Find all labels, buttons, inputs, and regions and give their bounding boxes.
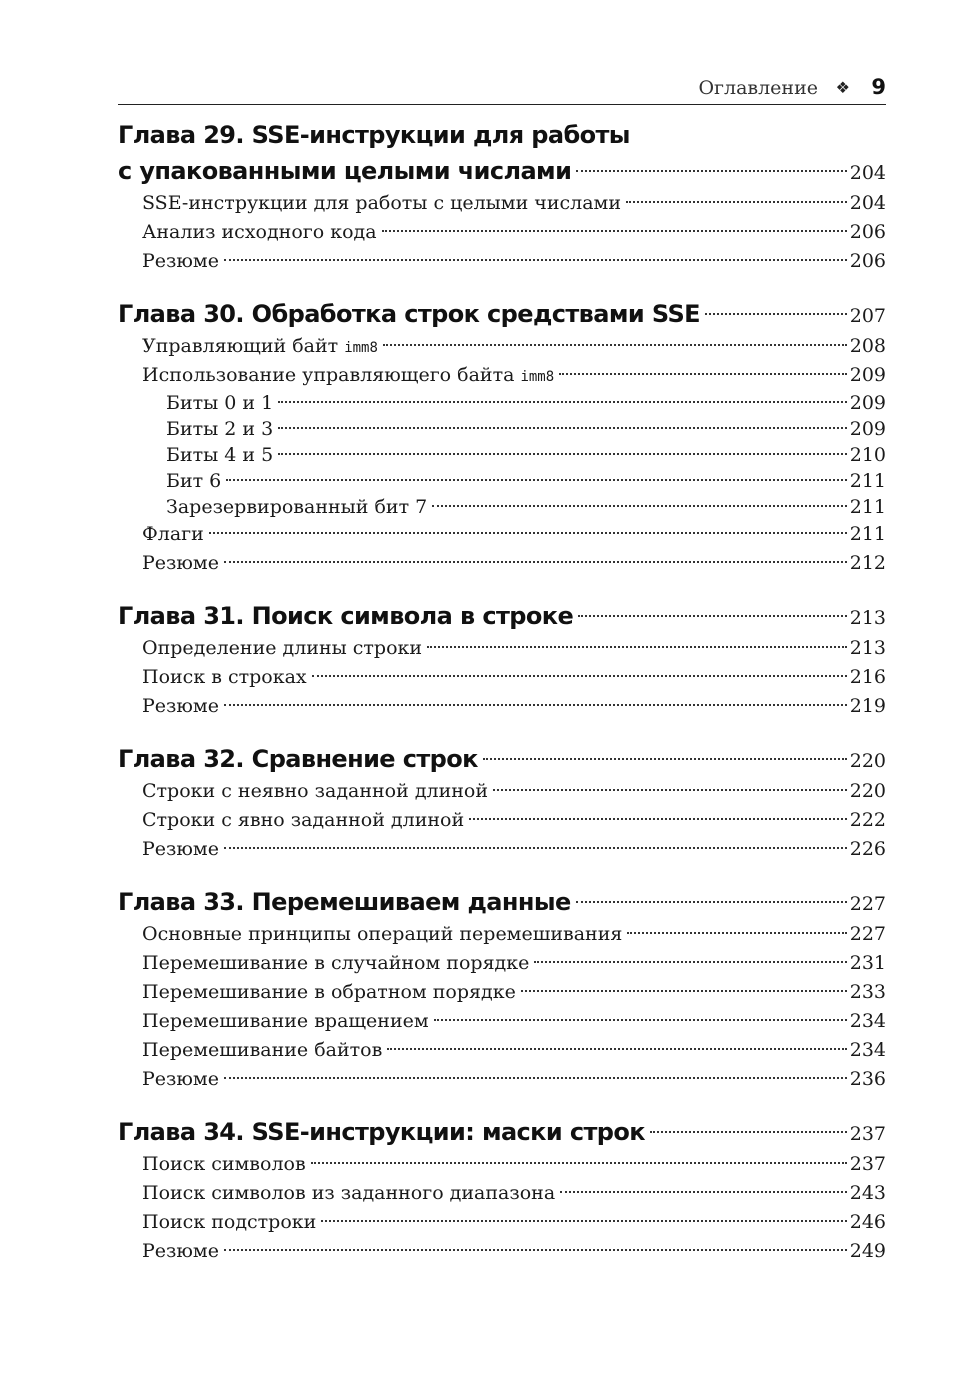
section-page-number: 220 (849, 780, 886, 802)
toc-subsection-entry[interactable] (118, 390, 886, 416)
toc-section-entry[interactable] (118, 835, 886, 864)
leader-dots (627, 932, 846, 934)
chapter-title[interactable]: Глава 34. SSE-инструкции: маски строк (118, 1118, 645, 1146)
toc-subsection-entry[interactable] (118, 442, 886, 468)
section-title[interactable]: Определение длины строки (142, 637, 423, 659)
section-title[interactable]: Перемешивание байтов (142, 1039, 383, 1061)
toc-section-entry[interactable] (118, 949, 886, 978)
section-title[interactable]: Резюме (142, 695, 219, 717)
leader-dots (705, 313, 847, 315)
code-term: imm8 (344, 340, 378, 356)
section-title[interactable]: Резюме (142, 250, 219, 272)
ornament-icon: ❖ (835, 78, 850, 97)
page-number: 9 (871, 75, 886, 99)
chapter-entry[interactable] (118, 884, 886, 920)
chapter-title[interactable]: Глава 30. Обработка строк средствами SSE (118, 300, 700, 328)
chapter-entry[interactable] (118, 153, 886, 189)
section-page-number: 246 (849, 1211, 886, 1233)
leader-dots (469, 818, 847, 820)
leader-dots (383, 344, 847, 346)
section-page-number: 234 (849, 1039, 886, 1061)
chapter-page-number: 220 (849, 750, 886, 772)
leader-dots (493, 789, 847, 791)
chapter-page-number: 227 (849, 893, 886, 915)
toc-section-entry[interactable] (118, 1007, 886, 1036)
chapter-entry[interactable] (118, 1114, 886, 1150)
section-page-number: 209 (849, 418, 886, 440)
section-title[interactable]: Перемешивание в случайном порядке (142, 952, 530, 974)
leader-dots (559, 373, 847, 375)
section-title[interactable]: Перемешивание в обратном порядке (142, 981, 516, 1003)
leader-dots (224, 847, 847, 849)
toc-section-entry[interactable] (118, 549, 886, 578)
leader-dots (434, 1019, 847, 1021)
toc-section-entry[interactable] (118, 1150, 886, 1179)
section-page-number: 249 (849, 1240, 886, 1262)
section-page-number: 233 (849, 981, 886, 1003)
toc-subsection-entry[interactable] (118, 468, 886, 494)
toc-section-entry[interactable] (118, 806, 886, 835)
chapter-page-number: 204 (849, 162, 886, 184)
section-page-number: 216 (849, 666, 886, 688)
section-page-number: 206 (849, 250, 886, 272)
leader-dots (576, 170, 846, 172)
leader-dots (626, 201, 847, 203)
toc-section-entry[interactable] (118, 692, 886, 721)
leader-dots (560, 1191, 847, 1193)
toc-section-entry[interactable] (118, 663, 886, 692)
section-title[interactable]: Резюме (142, 1068, 219, 1090)
chapter-title[interactable]: Глава 31. Поиск символа в строке (118, 602, 574, 630)
table-of-contents (118, 118, 886, 1286)
toc-chapter (118, 598, 886, 721)
leader-dots (321, 1220, 846, 1222)
chapter-entry[interactable] (118, 598, 886, 634)
toc-chapter (118, 296, 886, 578)
chapter-title[interactable]: с упакованными целыми числами (118, 157, 572, 185)
running-header (118, 73, 886, 105)
leader-dots (224, 1077, 847, 1079)
leader-dots (278, 427, 847, 429)
chapter-title-line1[interactable]: Глава 29. SSE-инструкции для работы (118, 121, 630, 149)
toc-section-entry[interactable] (118, 361, 886, 390)
section-title[interactable]: Зарезервированный бит 7 (166, 496, 428, 518)
chapter-page-number: 237 (849, 1123, 886, 1145)
toc-chapter (118, 118, 886, 276)
toc-section-entry[interactable] (118, 1036, 886, 1065)
leader-dots (311, 1162, 847, 1164)
toc-section-entry[interactable] (118, 1208, 886, 1237)
leader-dots (483, 758, 847, 760)
leader-dots (224, 259, 847, 261)
section-page-number: 206 (849, 221, 886, 243)
section-page-number: 211 (849, 470, 886, 492)
toc-section-entry[interactable] (118, 332, 886, 361)
toc-section-entry[interactable] (118, 777, 886, 806)
section-page-number: 219 (849, 695, 886, 717)
leader-dots (224, 1249, 847, 1251)
toc-section-entry[interactable] (118, 634, 886, 663)
section-title[interactable]: Строки с явно заданной длиной (142, 809, 465, 831)
leader-dots (224, 704, 847, 706)
section-title[interactable]: Флаги (142, 523, 204, 545)
section-title[interactable]: SSE-инструкции для работы с целыми числами (142, 192, 621, 214)
section-page-number: 208 (849, 335, 886, 357)
section-title[interactable]: Поиск символов (142, 1153, 306, 1175)
section-page-number: 237 (849, 1153, 886, 1175)
section-page-number: 210 (849, 444, 886, 466)
leader-dots (432, 505, 847, 507)
section-page-number: 231 (849, 952, 886, 974)
toc-subsection-entry[interactable] (118, 494, 886, 520)
section-title[interactable]: Поиск в строках (142, 666, 307, 688)
section-page-number: 209 (849, 392, 886, 414)
section-page-number: 243 (849, 1182, 886, 1204)
section-page-number: 234 (849, 1010, 886, 1032)
leader-dots (278, 401, 847, 403)
leader-dots (224, 561, 847, 563)
section-title[interactable]: Управляющий байт imm8 (142, 335, 378, 357)
section-title[interactable]: Резюме (142, 1240, 219, 1262)
toc-chapter (118, 884, 886, 1094)
leader-dots (521, 990, 847, 992)
toc-chapter (118, 1114, 886, 1266)
chapter-page-number: 213 (849, 607, 886, 629)
section-page-number: 204 (849, 192, 886, 214)
toc-section-entry[interactable] (118, 247, 886, 276)
leader-dots (650, 1131, 847, 1133)
leader-dots (382, 230, 847, 232)
toc-chapter (118, 741, 886, 864)
section-title[interactable]: Резюме (142, 838, 219, 860)
toc-section-entry[interactable] (118, 520, 886, 549)
leader-dots (576, 901, 847, 903)
toc-section-entry[interactable] (118, 1237, 886, 1266)
leader-dots (312, 675, 847, 677)
chapter-page-number: 207 (849, 305, 886, 327)
toc-section-entry[interactable] (118, 189, 886, 218)
chapter-title[interactable]: Глава 32. Сравнение строк (118, 745, 478, 773)
section-title[interactable]: Поиск подстроки (142, 1211, 317, 1233)
leader-dots (534, 961, 846, 963)
section-title[interactable]: Резюме (142, 552, 219, 574)
section-page-number: 209 (849, 364, 886, 386)
toc-section-entry[interactable] (118, 920, 886, 949)
toc-subsection-entry[interactable] (118, 416, 886, 442)
toc-section-entry[interactable] (118, 1065, 886, 1094)
leader-dots (427, 646, 847, 648)
section-title[interactable]: Основные принципы операций перемешивания (142, 923, 623, 945)
section-title[interactable]: Биты 0 и 1 (166, 392, 274, 414)
section-title[interactable]: Перемешивание вращением (142, 1010, 429, 1032)
section-title[interactable]: Использование управляющего байта imm8 (142, 364, 555, 386)
section-page-number: 226 (849, 838, 886, 860)
code-term: imm8 (520, 369, 555, 385)
leader-dots (226, 479, 846, 481)
chapter-entry[interactable] (118, 296, 886, 332)
leader-dots (578, 615, 847, 617)
section-title[interactable]: Биты 2 и 3 (166, 418, 274, 440)
section-page-number: 212 (849, 552, 886, 574)
leader-dots (209, 532, 847, 534)
toc-section-entry[interactable] (118, 1179, 886, 1208)
leader-dots (387, 1048, 846, 1050)
section-title[interactable]: Биты 4 и 5 (166, 444, 274, 466)
chapter-entry[interactable] (118, 741, 886, 777)
section-page-number: 227 (849, 923, 886, 945)
header-section-title: Оглавление (698, 77, 818, 99)
section-page-number: 213 (849, 637, 886, 659)
toc-section-entry[interactable] (118, 218, 886, 247)
section-title[interactable]: Строки с неявно заданной длиной (142, 780, 489, 802)
section-title[interactable]: Анализ исходного кода (142, 221, 377, 243)
section-title[interactable]: Бит 6 (166, 470, 222, 492)
section-page-number: 222 (849, 809, 886, 831)
section-page-number: 211 (849, 523, 886, 545)
toc-section-entry[interactable] (118, 978, 886, 1007)
section-title[interactable]: Поиск символов из заданного диапазона (142, 1182, 556, 1204)
section-page-number: 211 (849, 496, 886, 518)
section-page-number: 236 (849, 1068, 886, 1090)
leader-dots (278, 453, 847, 455)
chapter-title[interactable]: Глава 33. Перемешиваем данные (118, 888, 571, 916)
